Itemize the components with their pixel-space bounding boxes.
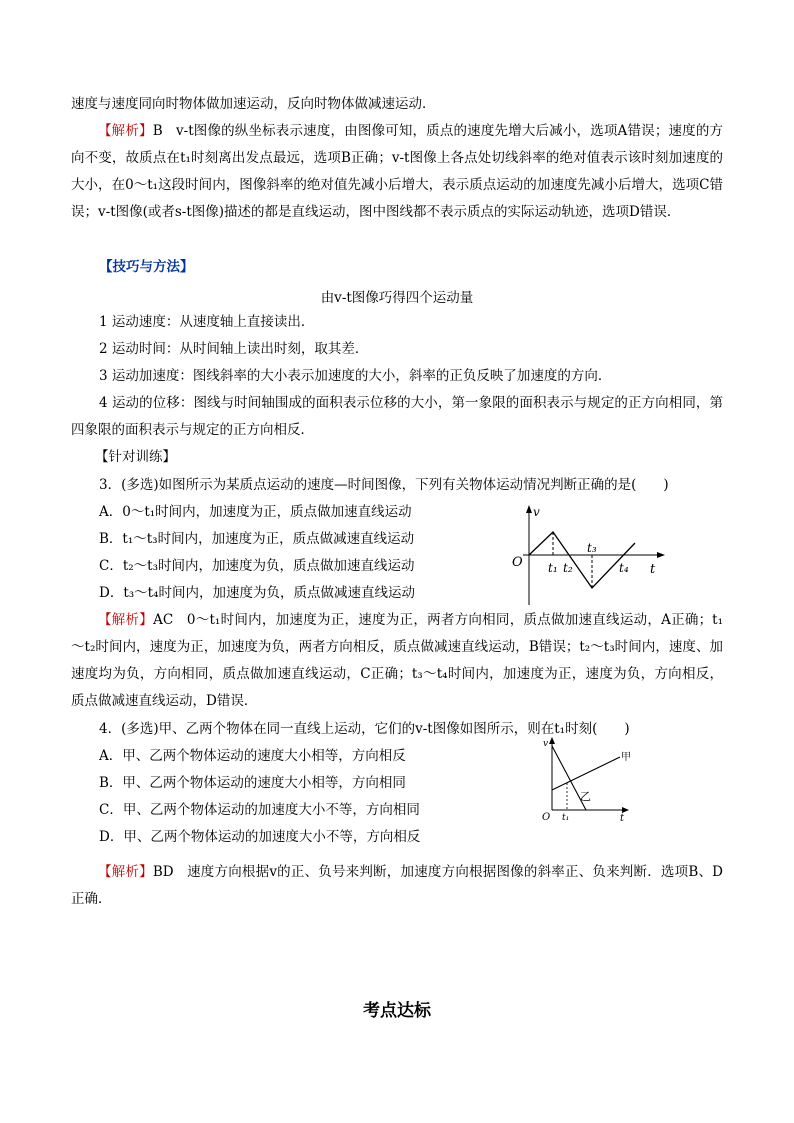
q4-option-c: C．甲、乙两个物体运动的加速度大小不等，方向相同 <box>99 802 420 818</box>
q3-option-b: B．t₁～t₃时间内，加速度为正，质点做减速直线运动 <box>99 531 415 547</box>
q4-stem: 4．(多选)甲、乙两个物体在同一直线上运动，它们的v-t图像如图所示，则在t₁时刻( ) <box>99 721 630 737</box>
q3-option-d: D．t₃～t₄时间内，加速度为负，质点做减速直线运动 <box>99 585 415 601</box>
analysis-1 <box>71 118 723 226</box>
analysis-4 <box>71 859 723 913</box>
q4-option-b: B．甲、乙两个物体运动的速度大小相等，方向相同 <box>99 775 406 791</box>
top-line: 速度与速度同向时物体做加速运动，反向时物体做减速运动． <box>71 96 436 112</box>
tips-title: 由v-t图像巧得四个运动量 <box>320 290 474 306</box>
q4-graph-jia: 甲 <box>621 752 631 763</box>
analysis-3 <box>71 607 723 715</box>
q4-vt-graph <box>538 732 638 824</box>
q3-graph-t1: t₁ <box>548 561 558 575</box>
q3-graph-t4: t₄ <box>619 561 629 575</box>
q3-graph-t2: t₂ <box>563 561 573 575</box>
q3-option-a: A．0～t₁时间内，加速度为正，质点做加速直线运动 <box>99 504 412 520</box>
q4-graph-yi: 乙 <box>580 790 591 803</box>
analysis-tag: 【解析】 <box>98 612 154 628</box>
tips-label: 【技巧与方法】 <box>99 259 194 275</box>
analysis-answer: B <box>152 123 163 139</box>
tips-item-3: 3 运动加速度：图线斜率的大小表示加速度的大小，斜率的正负反映了加速度的方向． <box>99 368 612 384</box>
tips-item-1: 1 运动速度：从速度轴上直接读出． <box>99 314 315 330</box>
analysis-body: 速度方向根据v的正、负号来判断，加速度方向根据图像的斜率正、负来判断．选项B、D正确． <box>71 864 724 907</box>
training-label: 【针对训练】 <box>95 449 176 465</box>
q3-graph-t3: t₃ <box>587 541 597 555</box>
q4-option-a: A．甲、乙两个物体运动的速度大小相等，方向相反 <box>99 748 406 764</box>
tips-item-2: 2 运动时间：从时间轴上读出时刻，取其差． <box>99 341 369 357</box>
q3-graph-origin: O <box>512 555 523 570</box>
analysis-tag: 【解析】 <box>98 123 153 139</box>
analysis-body: 0～t₁时间内，加速度为正，速度为正，两者方向相同，质点做加速直线运动，A正确；t₁～t₂时间内，速度为正，加速度为负，两者方向相反，质点做减速直线运动，B错误；t₂～t₃时间内，速度、加速度均为负，方向相同，质点做加速直线运动，C正确；t₃～t₄时间内，加速度为正，速度为负，方向相反，质点做减速直线运动，D错误． <box>71 612 724 709</box>
q3-graph-t-label: t <box>650 562 656 577</box>
analysis-answer: BD <box>152 864 174 880</box>
q3-graph-v-label: v <box>533 505 540 519</box>
analysis-body: v-t图像的纵坐标表示速度，由图像可知，质点的速度先增大后减小，选项A错误；速度的方向不变，故质点在t₁时刻离出发点最远，选项B正确；v-t图像上各点处切线斜率的绝对值表示该时刻加速度的大小，在0～t₁这段时间内，图像斜率的绝对值先减小后增大，表示质点运动的加速度先减小后增大，选项C错误；v-t图像(或者s-t图像)描述的都是直线运动，图中图线都不表示质点的实际运动轨迹，选项D错误． <box>71 123 723 220</box>
q4-graph-v-label: v <box>543 739 549 749</box>
analysis-answer: AC <box>153 612 174 628</box>
tips-item-4: 4 运动的位移：图线与时间轴围成的面积表示位移的大小，第一象限的面积表示与规定的正方向相同，第四象限的面积表示与规定的正方向相反． <box>71 395 723 438</box>
q3-option-c: C．t₂～t₃时间内，加速度为负，质点做加速直线运动 <box>99 558 415 574</box>
q4-graph-t1: t₁ <box>562 813 570 823</box>
q3-stem: 3．(多选)如图所示为某质点运动的速度—时间图像，下列有关物体运动情况判断正确的是( ) <box>99 477 669 493</box>
q3-vt-graph <box>505 500 675 610</box>
q4-option-d: D．甲、乙两个物体运动的加速度大小不等，方向相反 <box>99 829 421 845</box>
q4-graph-origin: O <box>542 812 551 823</box>
section-heading: 考点达标 <box>363 1001 431 1021</box>
analysis-tag: 【解析】 <box>98 864 153 880</box>
q4-graph-t-label: t <box>620 813 625 824</box>
